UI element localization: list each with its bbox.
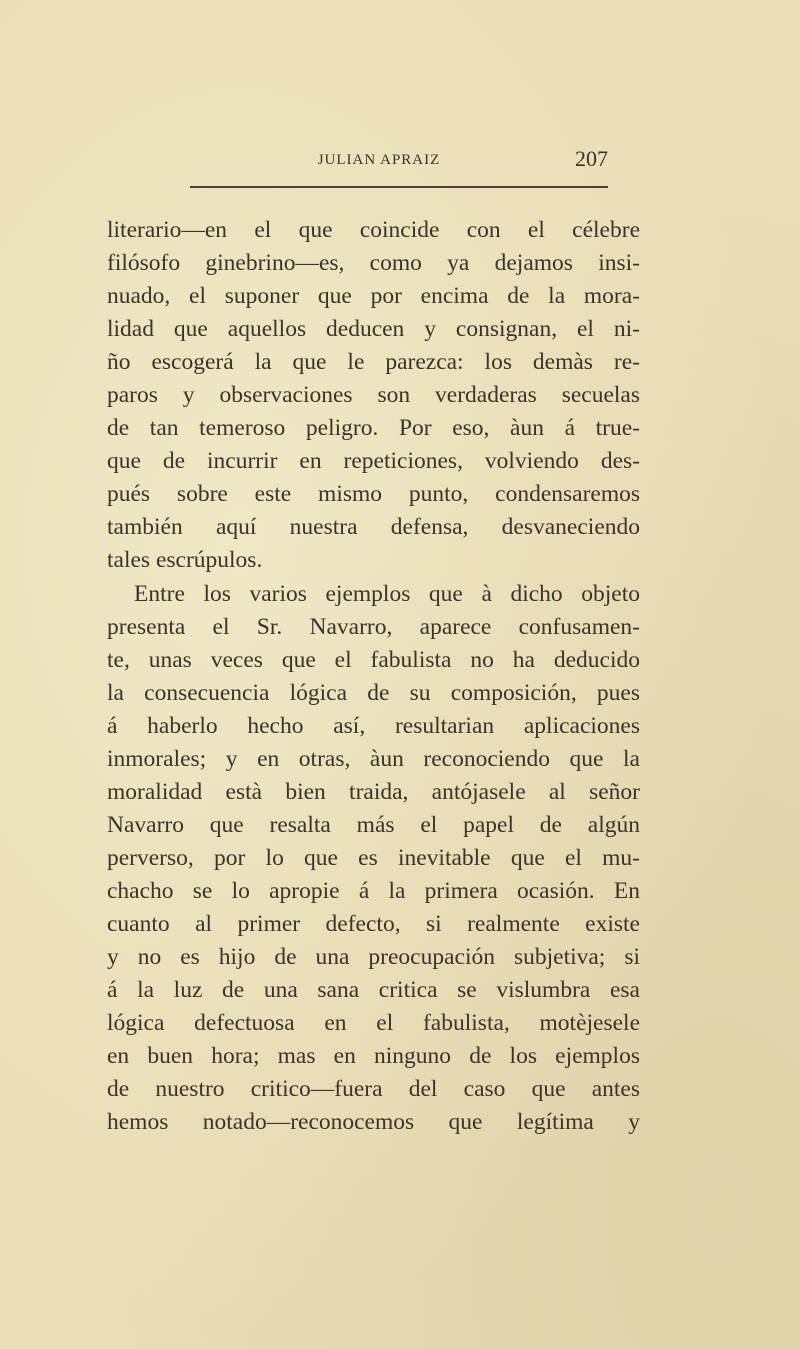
text-line: cuanto al primer defecto, si realmente existe <box>107 910 640 937</box>
page-header <box>190 146 608 176</box>
text-line: presenta el Sr. Navarro, aparece confusamen- <box>107 613 640 640</box>
text-line: lidad que aquellos deducen y consignan, el ni- <box>107 316 640 343</box>
text-line: chacho se lo apropie á la primera ocasión. En <box>107 877 640 904</box>
text-line: tales escrúpulos. <box>107 547 263 574</box>
text-line: lógica defectuosa en el fabulista, motèjesele <box>107 1010 640 1037</box>
running-title: JULIAN APRAIZ <box>317 152 441 168</box>
text-line: pués sobre este mismo punto, condensaremos <box>107 481 640 508</box>
text-line: literario—en el que coincide con el célebre <box>107 217 640 243</box>
text-line: hemos notado—reconocemos que legítima y <box>107 1109 640 1136</box>
text-line: filósofo ginebrino—es, como ya dejamos insi- <box>107 250 640 277</box>
text-line: nuado, el suponer que por encima de la mora- <box>107 283 640 310</box>
text-line: ño escogerá la que le parezca: los demàs re- <box>107 349 640 376</box>
text-line: Navarro que resalta más el papel de algún <box>107 811 640 838</box>
header-rule <box>190 186 608 188</box>
text-line: que de incurrir en repeticiones, volviendo des- <box>107 448 640 475</box>
text-line: y no es hijo de una preocupación subjetiva; si <box>107 944 640 971</box>
text-line: á la luz de una sana critica se vislumbra esa <box>107 977 640 1004</box>
text-line: de tan temeroso peligro. Por eso, àun á true- <box>107 415 640 442</box>
text-line: á haberlo hecho así, resultarian aplicaciones <box>107 712 640 739</box>
text-line: paros y observaciones son verdaderas secuelas <box>107 382 640 409</box>
body-text <box>107 214 640 1139</box>
text-line: moralidad està bien traida, antójasele al señor <box>107 778 640 805</box>
page-number: 207 <box>575 146 608 171</box>
text-line: en buen hora; mas en ninguno de los ejemplos <box>107 1043 640 1070</box>
text-line: perverso, por lo que es inevitable que el mu- <box>107 844 640 871</box>
text-line: la consecuencia lógica de su composición, pues <box>107 679 640 706</box>
text-line: inmorales; y en otras, àun reconociendo que la <box>107 745 640 772</box>
text-line: te, unas veces que el fabulista no ha deducido <box>107 646 640 673</box>
text-line: de nuestro critico—fuera del caso que antes <box>107 1076 640 1103</box>
text-line: también aquí nuestra defensa, desvaneciendo <box>107 514 640 541</box>
text-line: Entre los varios ejemplos que à dicho objeto <box>134 580 640 607</box>
